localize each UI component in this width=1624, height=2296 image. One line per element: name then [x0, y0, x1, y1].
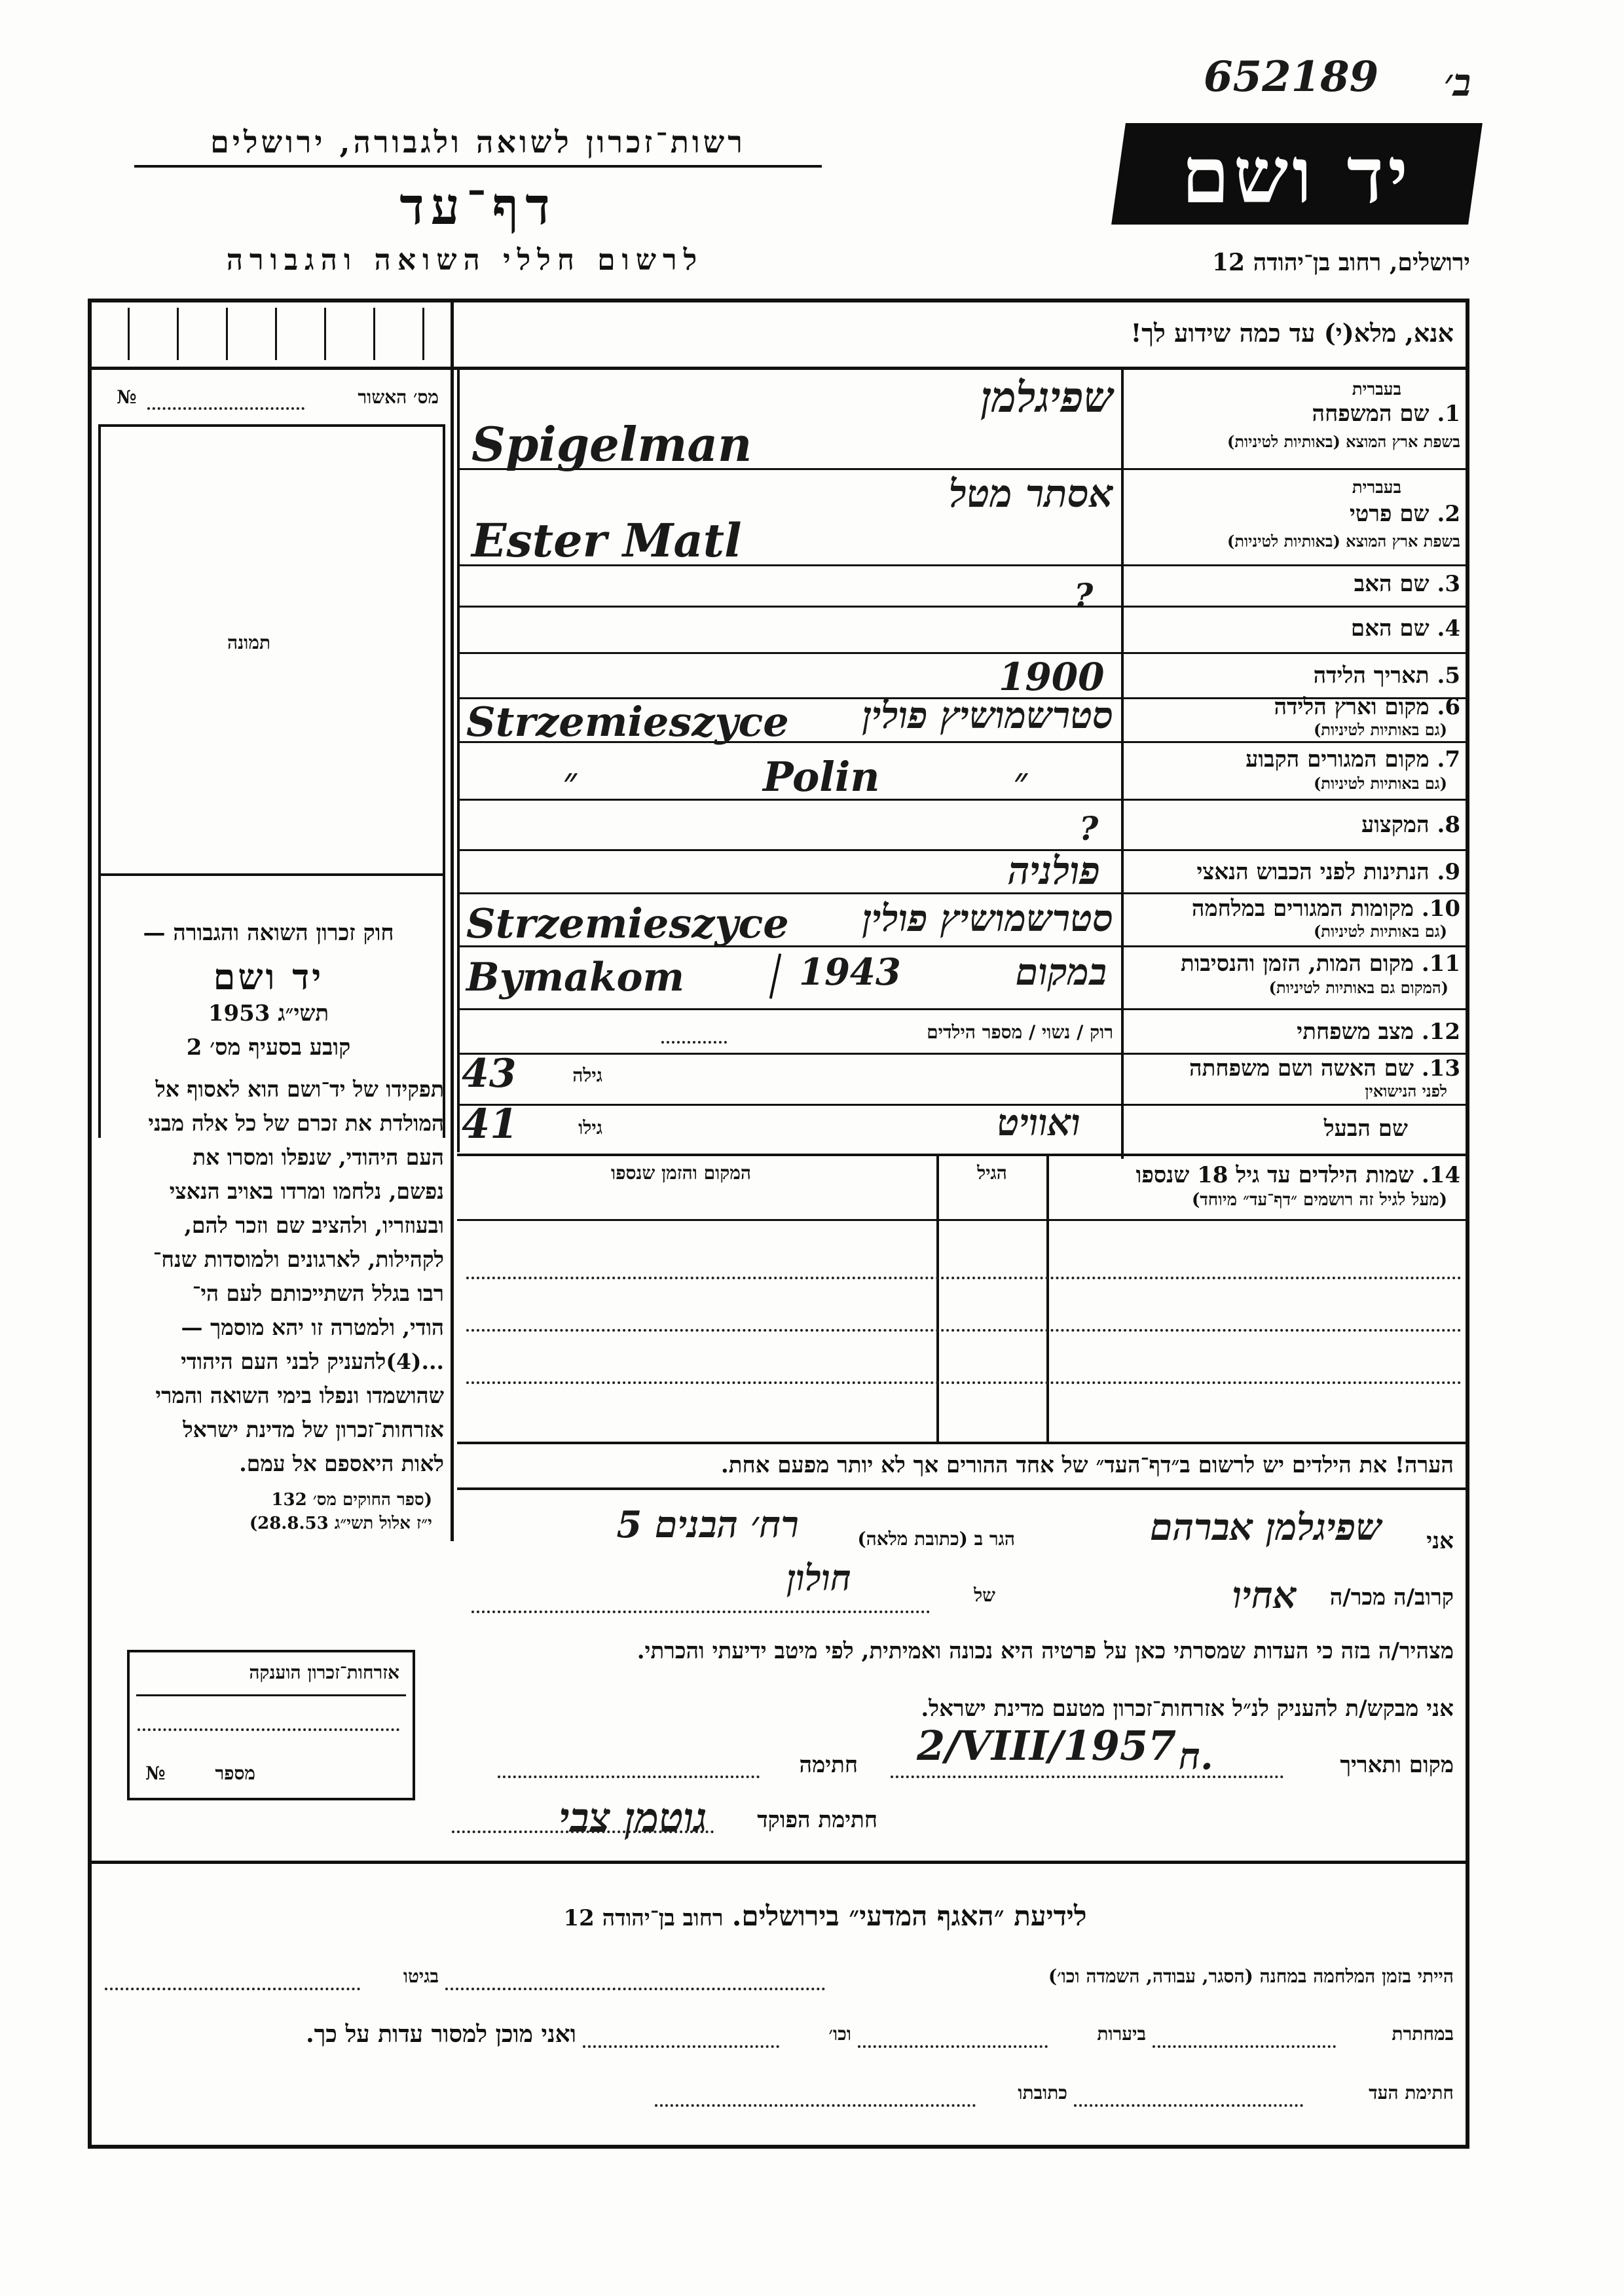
- field-2-value-latin[interactable]: Ester Matl: [471, 513, 742, 568]
- tick: [177, 308, 179, 360]
- field-10-value-latin[interactable]: Strzemieszyce: [466, 900, 789, 947]
- forests-field[interactable]: [858, 2045, 1048, 2048]
- children-label: 14. שמות הילדים עד גיל 18 שנספו: [1135, 1162, 1460, 1188]
- approval-no-sign: №: [117, 386, 137, 408]
- children-row-line[interactable]: [466, 1329, 1462, 1332]
- field-2-hebrew-tag: בעברית: [1352, 478, 1401, 498]
- field-11-note: (המקום גם באותיות לטיניות): [1268, 978, 1449, 997]
- row-sep: [457, 652, 1469, 654]
- tick: [275, 308, 277, 360]
- photo-left-line: [98, 424, 101, 1138]
- left-column-divider: [451, 299, 454, 1541]
- tick: [324, 308, 326, 360]
- instructions-text: אנא, מלא(י) עד כמה שידוע לך!: [1130, 318, 1454, 348]
- field-13-label: 13. שם האשה ושם משפחתה: [1189, 1055, 1460, 1082]
- law-body-5: לקהילות, לארגונים ולמוסדות שנח־: [153, 1247, 444, 1272]
- underground-field[interactable]: [1153, 2045, 1336, 2048]
- top-row-divider: [88, 367, 1469, 370]
- row-sep: [457, 1053, 1469, 1055]
- field-7-label: 7. מקום המגורים הקבוע: [1246, 746, 1460, 773]
- yad-vashem-logo: יד ושם: [1111, 123, 1483, 225]
- remark-bottom-line: [457, 1487, 1469, 1490]
- footer-line1-a: הייתי בזמן המלחמה במחנה (הסגר, עבודה, השמדה וכו׳): [1048, 1965, 1454, 1987]
- field-6-label: 6. מקום וארץ הלידה: [1274, 694, 1460, 720]
- field-8-label: 8. המקצוע: [1361, 812, 1460, 838]
- remark-text: הערה! את הילדים יש לרשום ב״דף־העד״ של אחד ההורים אך לא יותר מפעם אחת.: [720, 1452, 1454, 1478]
- place-date-field[interactable]: [891, 1776, 1283, 1778]
- request-text: אני מבקש/ת להעניק לנ״ל אזרחות־זכרון מטעם מדינת ישראל.: [921, 1696, 1454, 1722]
- footer-line3-b: כתובתו: [1018, 2082, 1067, 2104]
- field-3-value[interactable]: ?: [1074, 576, 1094, 615]
- children-bottom-line: [457, 1442, 1469, 1444]
- law-name: יד ושם: [213, 956, 324, 998]
- footer-top-line: [88, 1861, 1469, 1864]
- law-year: תשי״ג 1953: [208, 1000, 329, 1027]
- form-subtitle: לרשום חללי השואה והגבורה: [226, 244, 704, 277]
- field-2-latin-note: בשפת ארץ המוצא (באותיות לטיניות): [1227, 532, 1460, 551]
- declaration-text: מצהיר/ה בזה כי העדות שמסרתי כאן על פרטיה היא נכונה ואמיתית, לפי מיטב ידיעתי והכרתי.: [637, 1638, 1454, 1664]
- photo-right-line: [443, 424, 445, 1138]
- field-1-hebrew-tag: בעברית: [1352, 380, 1401, 399]
- row-sep: [457, 606, 1469, 608]
- field-13-age-value[interactable]: 43: [462, 1051, 517, 1097]
- place-value[interactable]: ח.: [1179, 1735, 1213, 1778]
- law-heading: חוק זכרון השואה והגבורה —: [143, 920, 394, 946]
- header-rule: [134, 165, 822, 168]
- husband-label: שם הבעל: [1323, 1116, 1408, 1142]
- field-1-latin-note: בשפת ארץ המוצא (באותיות לטיניות): [1227, 432, 1460, 451]
- law-body-7: הודי, ולמטרה זו יהא מוסמך —: [181, 1315, 444, 1340]
- footer-line3-a: חתימת העד: [1369, 2082, 1454, 2104]
- label-column-divider: [1121, 367, 1124, 1159]
- field-10-note: (גם באותיות לטיניות): [1313, 922, 1447, 941]
- field-4-label: 4. שם האם: [1350, 615, 1460, 642]
- signature-field[interactable]: [498, 1776, 760, 1778]
- field-13-note: לפני הנישואין: [1365, 1082, 1447, 1101]
- page-number: 652189: [1204, 52, 1379, 101]
- husband-age-value[interactable]: 41: [462, 1100, 519, 1148]
- field-8-value[interactable]: ?: [1079, 809, 1099, 848]
- corner-mark: ב׳: [1444, 60, 1471, 105]
- approval-field[interactable]: [147, 407, 304, 410]
- tick: [226, 308, 228, 360]
- children-row-line[interactable]: [466, 1381, 1462, 1384]
- tick: [128, 308, 130, 360]
- field-10-value-hebrew[interactable]: סטרשמושיץ פולין: [862, 897, 1113, 940]
- citizenship-title-rule: [136, 1694, 406, 1696]
- field-1-value-hebrew[interactable]: שפיגלמן: [980, 373, 1113, 422]
- law-body-1: המולדת את זכרם של כל אלה מבני: [148, 1110, 444, 1136]
- of-label: של: [974, 1584, 995, 1606]
- field-13-age-label: גילה: [572, 1065, 602, 1086]
- approval-label: מס׳ האשור: [358, 386, 439, 408]
- law-body-9: שהושמדו ונפלו בימי השואה והמרי: [155, 1383, 444, 1408]
- field-7-note: (גם באותיות לטיניות): [1313, 774, 1447, 793]
- photo-top-line: [98, 424, 445, 427]
- footer-line2-b: ביערות: [1097, 2023, 1146, 2045]
- declarant-city[interactable]: חולון: [786, 1557, 851, 1599]
- footer-line1-b: בגיטו: [403, 1965, 439, 1987]
- field-11-value-year[interactable]: 1943: [799, 951, 901, 994]
- husband-age-label: גילו: [578, 1117, 602, 1139]
- officer-signature: גוטמן צבי: [559, 1794, 707, 1842]
- field-9-label: 9. הנתינות לפני הכבוש הנאצי: [1196, 859, 1460, 885]
- children-age-header: הגיל: [977, 1162, 1007, 1184]
- camp-field[interactable]: [445, 1988, 825, 1990]
- field-11-value-hebrew[interactable]: במקום: [1015, 951, 1107, 994]
- law-book: (ספר החוקים מס׳ 132: [271, 1490, 432, 1510]
- children-col-divider: [936, 1154, 939, 1443]
- date-value[interactable]: 2/VIII/1957: [917, 1722, 1177, 1770]
- declarant-lives-label: הגר ב (כתובת מלאה): [857, 1528, 1015, 1550]
- row-sep: [457, 1154, 1469, 1156]
- children-place-header: המקום והזמן שנספו: [611, 1162, 751, 1184]
- children-row-line[interactable]: [466, 1277, 1462, 1279]
- field-7-value-ditto[interactable]: ״: [1014, 759, 1028, 803]
- row-sep: [457, 1008, 1469, 1010]
- witness-signature-field[interactable]: [1074, 2104, 1303, 2107]
- footer-line2-d: ואני מוכן למסור עדות על כך.: [306, 2020, 576, 2048]
- law-body-3: נפשם, נלחמו ומרדו באויב הנאצי: [169, 1178, 444, 1204]
- law-body-10: אזרחות־זכרון של מדינת ישראל: [183, 1417, 444, 1442]
- org-name: רשות־זכרון לשואה ולגבורה, ירושלים: [210, 124, 746, 160]
- law-body-2: העם היהודי, שנפלו ומסרו את: [193, 1144, 444, 1170]
- children-count-field[interactable]: [661, 1041, 727, 1044]
- field-1-value-latin[interactable]: Spigelman: [471, 416, 752, 472]
- field-11-value-latin[interactable]: Bymakom: [466, 955, 685, 1000]
- signature-label: חתימה: [799, 1752, 858, 1778]
- law-date: י״ז אלול תשי״ג 28.8.53): [249, 1514, 432, 1533]
- husband-value[interactable]: ואוויט: [997, 1101, 1080, 1144]
- field-5-value[interactable]: 1900: [999, 655, 1105, 699]
- declarant-i: אני: [1426, 1528, 1454, 1554]
- relative-label: קרוב/ה מכר/ה: [1329, 1584, 1454, 1611]
- field-3-label: 3. שם האב: [1354, 571, 1460, 597]
- photo-label: תמונה: [227, 632, 271, 653]
- law-clause: קובע בסעיף מס׳ 2: [186, 1034, 351, 1061]
- officer-signature-label: חתימת הפוקד: [757, 1807, 877, 1833]
- tick: [373, 308, 375, 360]
- declarant-address[interactable]: רח׳ הבנים 5: [616, 1503, 799, 1546]
- children-col-divider: [1046, 1154, 1049, 1443]
- law-body-0: תפקידו של יד־ושם הוא לאסוף אל: [155, 1076, 444, 1102]
- field-6-value-hebrew[interactable]: סטרשמושיץ פולין: [862, 694, 1113, 737]
- footer-line2-c: וכו׳: [828, 2023, 851, 2045]
- tick: [422, 308, 424, 360]
- field-12-label: 12. מצב משפחתי: [1297, 1019, 1460, 1045]
- field-10-label: 10. מקומות המגורים במלחמה: [1191, 896, 1460, 922]
- footer-notice: לידיעת ״האגף המדעי״ בירושלים. רחוב בן־יהודה 12: [563, 1900, 1087, 1932]
- children-note: (מעל לגיל זה רושמים ״דף־עד״ מיוחד): [1191, 1190, 1447, 1210]
- field-11-label: 11. מקום המות, הזמן והנסיבות: [1180, 951, 1460, 977]
- field-2-label: 2. שם פרטי: [1349, 501, 1460, 527]
- field-6-note: (גם באותיות לטיניות): [1313, 720, 1447, 739]
- field-6-value-latin[interactable]: Strzemieszyce: [466, 698, 789, 746]
- form-title: דף־עד: [399, 177, 557, 236]
- citizenship-no-sign: №: [145, 1762, 166, 1784]
- law-body-4: ובעוזריו, ולהציב שם וזכר להם,: [184, 1212, 444, 1238]
- field-2-value-hebrew[interactable]: אסתר מטל: [949, 471, 1113, 516]
- field-9-value[interactable]: פולניה: [1008, 848, 1100, 893]
- citizenship-title: אזרחות־זכרון הוענקה: [249, 1662, 399, 1683]
- etc-field[interactable]: [583, 2045, 779, 2048]
- declarant-name[interactable]: שפיגלמן אברהם: [1149, 1506, 1382, 1549]
- place-date-label: מקום ותאריך: [1340, 1752, 1454, 1778]
- field-5-label: 5. תאריך הלידה: [1313, 663, 1460, 689]
- photo-bottom-line: [98, 873, 445, 876]
- value-left-border: [457, 367, 460, 1152]
- law-body-6: רבו בגלל השתייכותם לעם הי־: [192, 1281, 444, 1306]
- logo-address: ירושלים, רחוב בן־יהודה 12: [1211, 249, 1470, 276]
- citizenship-number-label: מספר: [215, 1762, 255, 1784]
- relation-value[interactable]: אחיו: [1232, 1574, 1297, 1617]
- field-1-label: 1. שם המשפחה: [1312, 401, 1460, 427]
- row-sep: [457, 799, 1469, 801]
- field-12-options[interactable]: רוק / נשוי / מספר הילדים: [927, 1021, 1113, 1043]
- of-field[interactable]: [471, 1611, 930, 1613]
- field-7-value-latin[interactable]: Polin: [763, 753, 880, 801]
- field-7-ditto-left: ״: [563, 759, 578, 803]
- law-body-11: לאות היאספם אל עמם.: [239, 1451, 444, 1476]
- footer-line2-a: במחתרת: [1392, 2023, 1454, 2045]
- ghetto-field[interactable]: [105, 1988, 360, 1990]
- citizenship-line[interactable]: [138, 1728, 399, 1731]
- witness-address-field[interactable]: [655, 2104, 976, 2107]
- children-header-line: [457, 1219, 1469, 1221]
- law-body-8: ...(4)להעניק לבני העם היהודי: [181, 1349, 444, 1374]
